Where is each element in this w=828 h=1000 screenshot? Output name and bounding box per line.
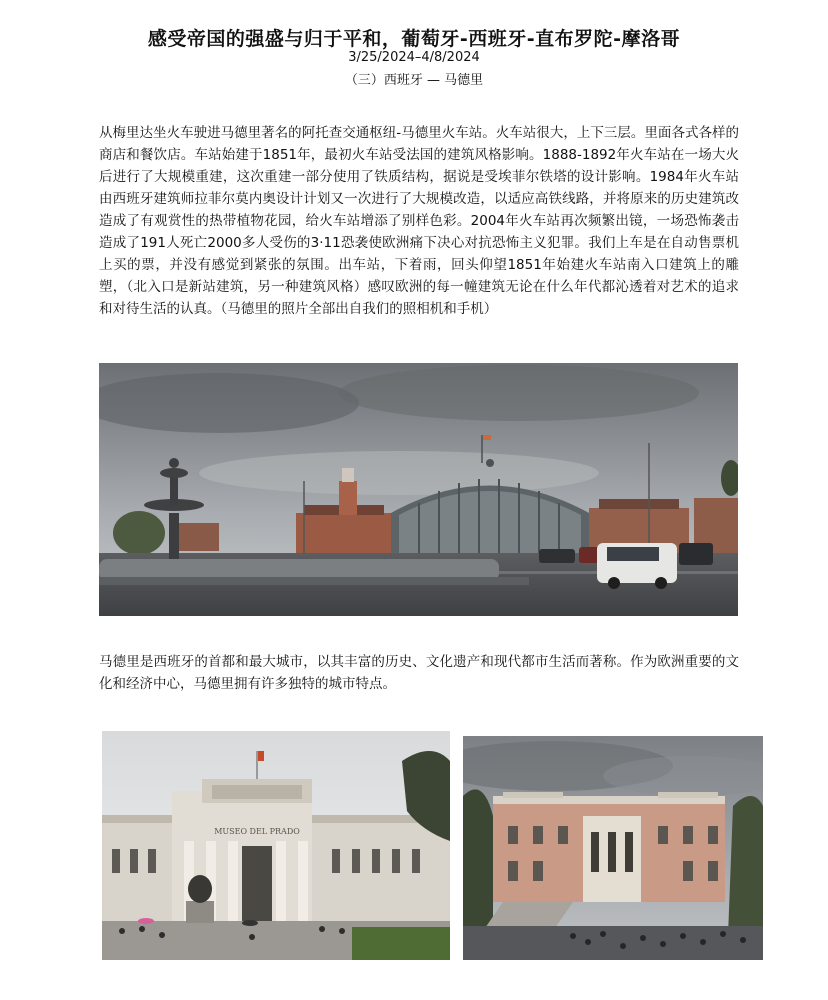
- museum-sign-text: MUSEO DEL PRADO: [214, 827, 300, 836]
- photo-atocha-station: [99, 363, 738, 616]
- paragraph-atocha-station: 从梅里达坐火车驶进马德里著名的阿托查交通枢纽-马德里火车站。火车站很大，上下三层。里面各式各样的商店和餐饮店。车站始建于1851年，最初火车站受法国的建筑风格影响。1888-1892年火车站在一场大火后进行了大规模重建，这次重建一部分使用了铁质结构，据说是受埃菲尔铁塔的设计影响。1984年火车站由西班牙建筑师拉菲尔莫内奥设计计划又一次进行了大规模改造，以适应高铁线路，并将原来的历史建筑改造成了有观赏性的热带植物花园，给火车站增添了别样色彩。2004年火车站再次频繁出镜，一场恐怖袭击造成了191人死亡2000多人受伤的3·11恐袭使欧洲痛下决心对抗恐怖主义犯罪。我们上车是在自动售票机上买的票，并没有感觉到紧张的氛围。出车站，下着雨，回头仰望1851年始建火车站南入口建筑上的雕塑，（北入口是新站建筑，另一种建筑风格）感叹欧洲的每一幢建筑无论在什么年代都沁透着对艺术的追求和对待生活的认真。（马德里的照片全部出自我们的照相机和手机）: [99, 125, 739, 317]
- page-title: 感受帝国的强盛与归于平和，葡萄牙-西班牙-直布罗陀-摩洛哥: [147, 28, 681, 50]
- photo-prado-front: [102, 731, 450, 960]
- section-heading: （三）西班牙 — 马德里: [344, 73, 484, 88]
- trip-dates: 3/25/2024–4/8/2024: [348, 50, 480, 65]
- photo-prado-side: [463, 736, 763, 960]
- paragraph-madrid-intro: 马德里是西班牙的首都和最大城市，以其丰富的历史、文化遗产和现代都市生活而著称。作为欧洲重要的文化和经济中心，马德里拥有许多独特的城市特点。: [99, 654, 739, 692]
